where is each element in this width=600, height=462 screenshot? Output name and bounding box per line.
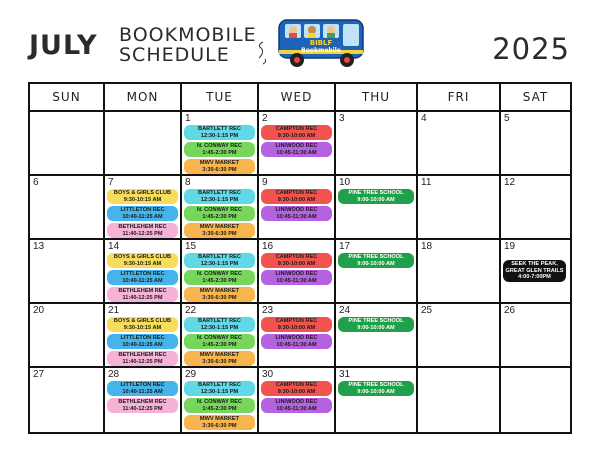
- event-location: CAMPTON REC: [275, 382, 318, 388]
- event-time: 1:45-2:30 PM: [202, 341, 237, 348]
- day-cell-16: [259, 240, 336, 304]
- day-number: 8: [185, 177, 191, 188]
- event-location: CAMPTON REC: [275, 126, 318, 132]
- day-cell-14: [105, 240, 182, 304]
- event-time: 9:30-10:15 AM: [123, 260, 162, 267]
- event-location: MWV MARKET: [199, 224, 240, 230]
- day-cell-27: [30, 368, 105, 432]
- event-time: 12:30-1:15 PM: [200, 132, 239, 139]
- event-location: BARTLETT REC: [198, 190, 241, 196]
- schedule-event: [184, 381, 255, 396]
- event-location: LIN/WOOD REC: [275, 271, 318, 277]
- event-time: 3:30-6:30 PM: [202, 294, 237, 301]
- schedule-event: [261, 125, 332, 140]
- event-location: BETHLEHEM REC: [118, 399, 167, 405]
- day-cell-11: [418, 176, 501, 240]
- day-number: 21: [108, 305, 120, 316]
- event-time: 10:45-11:30 AM: [276, 149, 317, 156]
- day-number: 24: [339, 305, 351, 316]
- event-time: 10:45-11:30 AM: [276, 213, 317, 220]
- event-time: 11:40-12:25 PM: [122, 405, 163, 412]
- day-number: 12: [504, 177, 516, 188]
- weekday-sun: SUN: [30, 84, 105, 110]
- event-time: 12:30-1:15 PM: [200, 388, 239, 395]
- day-number: 2: [262, 113, 268, 124]
- schedule-event: [338, 317, 414, 332]
- day-cell-23: [259, 304, 336, 368]
- day-number: 11: [421, 177, 432, 188]
- day-number: 29: [185, 369, 197, 380]
- event-time: 9:00-10:00 AM: [357, 324, 395, 331]
- day-cell-15: [182, 240, 259, 304]
- event-location: LIN/WOOD REC: [275, 335, 318, 341]
- event-location: PINE TREE SCHOOL: [348, 190, 404, 196]
- day-number: 17: [339, 241, 351, 252]
- schedule-event: [107, 334, 178, 349]
- weekday-tue: TUE: [182, 84, 259, 110]
- event-time: 1:45-2:30 PM: [202, 405, 237, 412]
- schedule-event: [184, 398, 255, 413]
- schedule-event: [261, 398, 332, 413]
- schedule-event: [184, 189, 255, 204]
- day-number: 5: [504, 113, 510, 124]
- day-cell-9: [259, 176, 336, 240]
- day-number: 28: [108, 369, 120, 380]
- year-title: 2025: [492, 32, 570, 66]
- day-cell-21: [105, 304, 182, 368]
- event-location: BOYS & GIRLS CLUB: [113, 254, 172, 260]
- event-location: MWV MARKET: [199, 416, 240, 422]
- event-time: 9:30-10:15 AM: [123, 196, 162, 203]
- day-number: 1: [185, 113, 191, 124]
- schedule-event: [107, 317, 178, 332]
- day-number: 7: [108, 177, 114, 188]
- bookmobile-bus-icon: [255, 14, 370, 72]
- day-number: 27: [33, 369, 45, 380]
- day-cell-4: [418, 112, 501, 176]
- day-number: 31: [339, 369, 351, 380]
- day-number: 22: [185, 305, 197, 316]
- day-number: 15: [185, 241, 197, 252]
- calendar-weeks: [30, 112, 570, 432]
- event-location: N. CONWAY REC: [196, 207, 243, 213]
- event-location: N. CONWAY REC: [196, 335, 243, 341]
- event-location: CAMPTON REC: [275, 254, 318, 260]
- event-time: 10:45-11:30 AM: [276, 405, 317, 412]
- day-cell-24: [336, 304, 418, 368]
- event-time: 10:45-11:30 AM: [276, 341, 317, 348]
- schedule-event: [338, 253, 414, 268]
- day-number: 19: [504, 241, 516, 252]
- event-location: BOYS & GIRLS CLUB: [113, 318, 172, 324]
- schedule-event: [107, 381, 178, 396]
- day-number: 20: [33, 305, 45, 316]
- day-cell-7: [105, 176, 182, 240]
- event-time: 3:30-6:30 PM: [202, 358, 237, 365]
- day-cell-26: [501, 304, 570, 368]
- event-location: BOYS & GIRLS CLUB: [113, 190, 172, 196]
- event-location: N. CONWAY REC: [196, 399, 243, 405]
- event-location: LIN/WOOD REC: [275, 143, 318, 149]
- event-time: 9:00-10:00 AM: [357, 260, 395, 267]
- schedule-event: [184, 206, 255, 221]
- event-location: N. CONWAY REC: [196, 271, 243, 277]
- day-cell-20: [30, 304, 105, 368]
- schedule-event: [184, 253, 255, 268]
- schedule-event: [261, 317, 332, 332]
- schedule-event: [184, 125, 255, 140]
- schedule-event: [261, 189, 332, 204]
- event-location: LIN/WOOD REC: [275, 207, 318, 213]
- empty-day-cell: [30, 112, 105, 176]
- logo-text-2: Bookmobile: [301, 47, 341, 54]
- event-time: 9:30-10:00 AM: [277, 196, 316, 203]
- day-cell-19: [501, 240, 570, 304]
- event-location: LITTLETON REC: [120, 382, 165, 388]
- day-cell-28: [105, 368, 182, 432]
- event-time: 3:30-6:30 PM: [202, 230, 237, 237]
- day-cell-8: [182, 176, 259, 240]
- schedule-event: [184, 351, 255, 366]
- day-number: 6: [33, 177, 39, 188]
- schedule-event: [184, 317, 255, 332]
- event-time: 11:40-12:25 PM: [122, 230, 163, 237]
- calendar-header: [0, 0, 600, 80]
- schedule-event: [261, 253, 332, 268]
- empty-day-cell: [105, 112, 182, 176]
- empty-day-cell: [418, 368, 501, 432]
- event-location: BARTLETT REC: [198, 318, 241, 324]
- event-location: BETHLEHEM REC: [118, 224, 167, 230]
- event-location: BETHLEHEM REC: [118, 288, 167, 294]
- event-location: PINE TREE SCHOOL: [348, 382, 404, 388]
- schedule-event: [107, 206, 178, 221]
- day-cell-12: [501, 176, 570, 240]
- schedule-event: [261, 270, 332, 285]
- weekday-thu: THU: [336, 84, 418, 110]
- weekday-sat: SAT: [522, 90, 549, 104]
- event-time: 9:00-10:00 AM: [357, 388, 395, 395]
- event-time: 11:40-12:25 PM: [122, 358, 163, 365]
- logo-text-1: BIBLF: [309, 39, 333, 47]
- event-location: MWV MARKET: [199, 160, 240, 166]
- event-time: 9:30-10:00 AM: [277, 324, 316, 331]
- event-time: 9:30-10:00 AM: [277, 132, 316, 139]
- event-time: 12:30-1:15 PM: [200, 324, 239, 331]
- day-number: 3: [339, 113, 345, 124]
- schedule-event: [107, 351, 178, 366]
- day-number: 18: [421, 241, 433, 252]
- day-cell-1: [182, 112, 259, 176]
- day-number: 26: [504, 305, 516, 316]
- event-time: 9:30-10:00 AM: [277, 388, 316, 395]
- day-number: 9: [262, 177, 268, 188]
- event-time: 1:45-2:30 PM: [202, 213, 237, 220]
- event-time: 3:30-6:30 PM: [202, 166, 237, 173]
- schedule-event: [184, 270, 255, 285]
- event-location: BARTLETT REC: [198, 126, 241, 132]
- schedule-event: [338, 189, 414, 204]
- schedule-event: [184, 287, 255, 302]
- day-number: 25: [421, 305, 433, 316]
- schedule-event: [107, 270, 178, 285]
- schedule-event: [184, 142, 255, 157]
- day-cell-31: [336, 368, 418, 432]
- event-location: BARTLETT REC: [198, 254, 241, 260]
- event-time: 12:30-1:15 PM: [200, 196, 239, 203]
- event-location: SEEK THE PEAK, GREAT GLEN TRAILS: [505, 261, 564, 274]
- schedule-event: [184, 223, 255, 238]
- day-number: 13: [33, 241, 45, 252]
- event-location: LITTLETON REC: [120, 335, 165, 341]
- day-cell-3: [336, 112, 418, 176]
- event-location: LIN/WOOD REC: [275, 399, 318, 405]
- day-cell-25: [418, 304, 501, 368]
- event-time: 9:00-10:00 AM: [357, 196, 395, 203]
- schedule-event: [261, 334, 332, 349]
- event-time: 4:00-7:00PM: [518, 274, 551, 281]
- schedule-event: [184, 334, 255, 349]
- weekday-wed: WED: [259, 84, 336, 110]
- day-cell-29: [182, 368, 259, 432]
- event-time: 9:30-10:15 AM: [123, 324, 162, 331]
- day-cell-2: [259, 112, 336, 176]
- event-location: PINE TREE SCHOOL: [348, 254, 404, 260]
- event-time: 11:40-12:25 PM: [122, 294, 163, 301]
- schedule-event: [107, 398, 178, 413]
- day-cell-5: [501, 112, 570, 176]
- schedule-event: [184, 159, 255, 174]
- day-cell-17: [336, 240, 418, 304]
- schedule-event: [261, 381, 332, 396]
- event-location: MWV MARKET: [199, 352, 240, 358]
- event-time: 10:40-11:25 AM: [122, 213, 163, 220]
- day-number: 10: [339, 177, 351, 188]
- event-location: LITTLETON REC: [120, 207, 165, 213]
- event-time: 10:40-11:25 AM: [122, 388, 163, 395]
- schedule-event: [184, 415, 255, 430]
- day-number: 16: [262, 241, 274, 252]
- event-time: 10:45-11:30 AM: [276, 277, 317, 284]
- day-number: 30: [262, 369, 274, 380]
- schedule-event: [261, 142, 332, 157]
- event-time: 3:30-6:30 PM: [202, 422, 237, 429]
- calendar-grid: [28, 82, 572, 434]
- weekday-header-row: [30, 84, 570, 112]
- event-location: N. CONWAY REC: [196, 143, 243, 149]
- schedule-event: [107, 189, 178, 204]
- event-location: LITTLETON REC: [120, 271, 165, 277]
- schedule-event: [338, 381, 414, 396]
- day-cell-18: [418, 240, 501, 304]
- event-time: 10:40-11:25 AM: [122, 341, 163, 348]
- month-title: JULY: [29, 30, 98, 61]
- event-time: 9:30-10:00 AM: [277, 260, 316, 267]
- day-cell-10: [336, 176, 418, 240]
- event-time: 12:30-1:15 PM: [200, 260, 239, 267]
- day-cell-6: [30, 176, 105, 240]
- weekday-mon: MON: [105, 84, 182, 110]
- event-location: PINE TREE SCHOOL: [348, 318, 404, 324]
- day-cell-30: [259, 368, 336, 432]
- event-location: CAMPTON REC: [275, 318, 318, 324]
- day-number: 23: [262, 305, 274, 316]
- event-location: BARTLETT REC: [198, 382, 241, 388]
- schedule-event: [107, 287, 178, 302]
- empty-day-cell: [501, 368, 570, 432]
- schedule-title-line-1: BOOKMOBILE: [119, 24, 257, 46]
- schedule-event: [107, 253, 178, 268]
- schedule-title-line-2: SCHEDULE: [119, 44, 230, 66]
- day-number: 14: [108, 241, 120, 252]
- day-number: 4: [421, 113, 427, 124]
- event-time: 1:45-2:30 PM: [202, 149, 237, 156]
- event-time: 1:45-2:30 PM: [202, 277, 237, 284]
- schedule-event: [503, 260, 566, 282]
- day-cell-13: [30, 240, 105, 304]
- event-location: BETHLEHEM REC: [118, 352, 167, 358]
- weekday-fri: FRI: [418, 84, 501, 110]
- schedule-event: [261, 206, 332, 221]
- day-cell-22: [182, 304, 259, 368]
- event-location: MWV MARKET: [199, 288, 240, 294]
- event-location: CAMPTON REC: [275, 190, 318, 196]
- schedule-event: [107, 223, 178, 238]
- event-time: 10:40-11:25 AM: [122, 277, 163, 284]
